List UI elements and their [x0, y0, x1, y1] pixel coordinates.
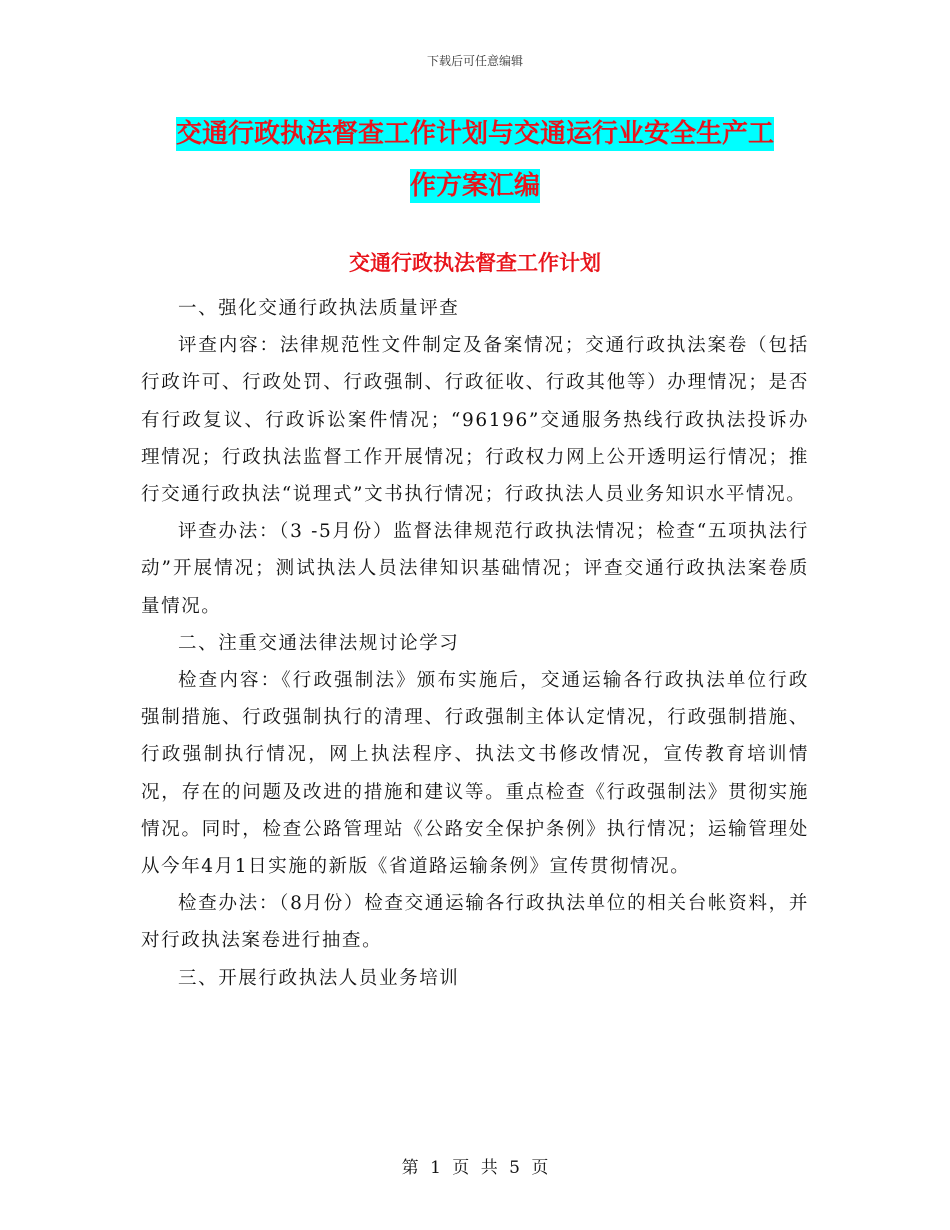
- document-body: [141, 290, 809, 997]
- heading-2: 二、注重交通法律法规讨论学习: [178, 632, 460, 654]
- paragraph-review-content: 评查内容：法律规范性文件制定及备案情况；交通行政执法案卷（包括行政许可、行政处罚、行政强制、行政征收、行政其他等）办理情况；是否有行政复议、行政诉讼案件情况；“96196”交通服务热线行政执法投诉办理情况；行政执法监督工作开展情况；行政权力网上公开透明运行情况；推行交通行政执法“说理式”文书执行情况；行政执法人员业务知识水平情况。: [141, 335, 809, 506]
- paragraph-inspection-content: 检查内容：《行政强制法》颁布实施后，交通运输各行政执法单位行政强制措施、行政强制执行的清理、行政强制主体认定情况，行政强制措施、行政强制执行情况，网上执法程序、执法文书修改情况，宣传教育培训情况，存在的问题及改进的措施和建议等。重点检查《行政强制法》贯彻实施情况。同时，检查公路管理站《公路安全保护条例》执行情况；运输管理处从今年4月1日实施的新版《省道路运输条例》宣传贯彻情况。: [141, 670, 809, 878]
- document-title-line-1: 交通行政执法督查工作计划与交通运行业安全生产工: [175, 119, 774, 149]
- paragraph-review-method: 评查办法：（3 -5月份）监督法律规范行政执法情况；检查“五项执法行动”开展情况；测试执法人员法律知识基础情况；评查交通行政执法案卷质量情况。: [141, 521, 809, 617]
- header-note: 下载后可任意编辑: [426, 54, 523, 68]
- document-title-line-2: 作方案汇编: [409, 171, 540, 201]
- section-title: 交通行政执法督查工作计划: [349, 251, 601, 275]
- page-footer: 第 1 页 共 5 页: [401, 1158, 549, 1178]
- heading-3: 三、开展行政执法人员业务培训: [178, 967, 460, 989]
- paragraph-inspection-method: 检查办法：（8月份）检查交通运输各行政执法单位的相关台帐资料，并对行政执法案卷进行抽查。: [141, 893, 809, 952]
- heading-1: 一、强化交通行政执法质量评查: [178, 298, 460, 319]
- document-title: [0, 108, 950, 212]
